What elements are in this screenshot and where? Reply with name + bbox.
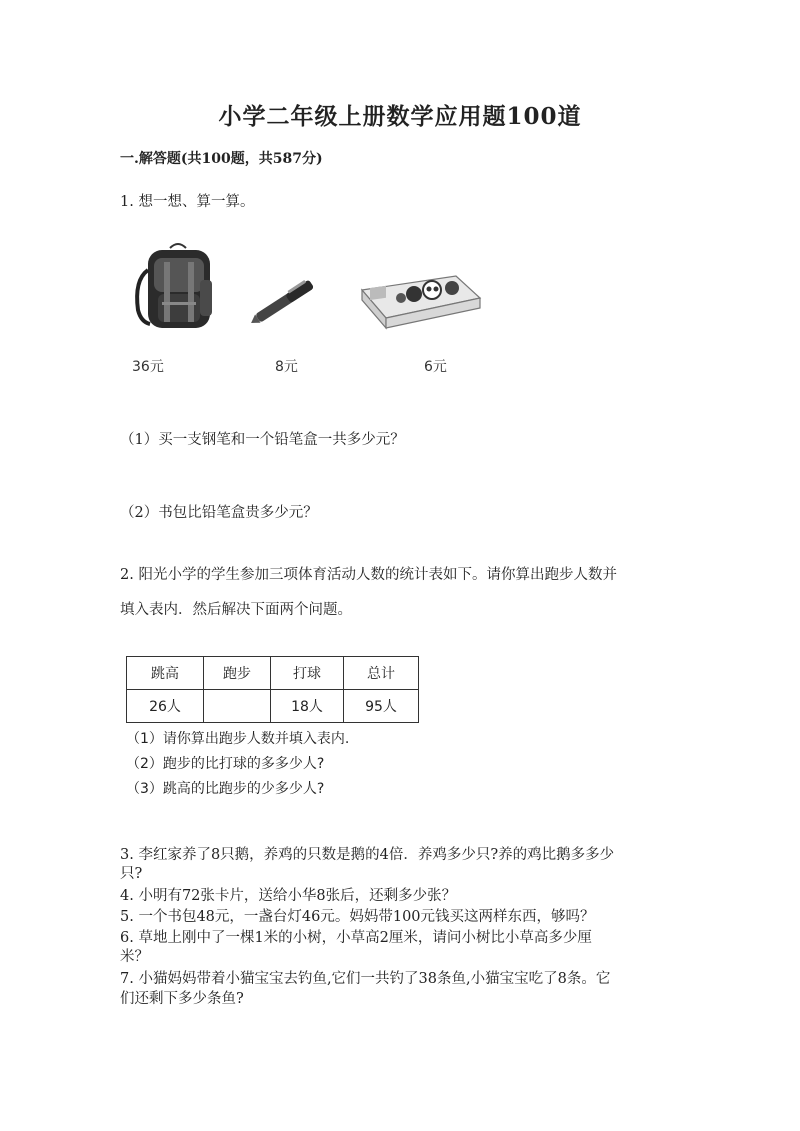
price-pen: 8元 xyxy=(275,359,298,375)
question-3-line-2: 只? xyxy=(120,866,143,882)
table-cell: 18人 xyxy=(271,690,344,723)
table-header-cell: 跑步 xyxy=(204,657,271,690)
question-2-line-1: 2. 阳光小学的学生参加三项体育活动人数的统计表如下。请你算出跑步人数并 xyxy=(120,567,617,583)
question-1-sub-2: （2）书包比铅笔盒贵多少元？ xyxy=(120,505,318,521)
table-header-row xyxy=(127,657,419,690)
question-6-line-1: 6. 草地上刚中了一棵1米的小树，小草高2厘米，请问小树比小草高多少厘 xyxy=(120,930,592,946)
question-1-sub-1: （1）买一支钢笔和一个铅笔盒一共多少元？ xyxy=(120,432,405,448)
table-row xyxy=(127,690,419,723)
table-cell-blank xyxy=(204,690,271,723)
section-heading: 一.解答题(共100题，共587分) xyxy=(120,151,323,167)
question-3-line-1: 3. 李红家养了8只鹅，养鸡的只数是鹅的4倍．养鸡多少只?养的鸡比鹅多多少 xyxy=(120,847,615,863)
price-backpack: 36元 xyxy=(132,359,164,375)
backpack-icon xyxy=(130,240,225,332)
question-2-sub-1: （1）请你算出跑步人数并填入表内. xyxy=(126,731,350,747)
table-header-cell: 打球 xyxy=(271,657,344,690)
table-header-cell: 跳高 xyxy=(127,657,204,690)
pencil-case-icon xyxy=(356,268,484,332)
question-4: 4. 小明有72张卡片，送给小华8张后，还剩多少张？ xyxy=(120,888,457,904)
question-6-line-2: 米？ xyxy=(120,949,149,965)
stats-table xyxy=(126,656,419,723)
table-cell: 26人 xyxy=(127,690,204,723)
question-2-line-2: 填入表内．然后解决下面两个问题。 xyxy=(120,602,352,618)
table-cell: 95人 xyxy=(344,690,419,723)
question-5: 5. 一个书包48元，一盏台灯46元。妈妈带100元钱买这两样东西，够吗？ xyxy=(120,909,595,925)
page-title: 小学二年级上册数学应用题100道 xyxy=(218,103,582,130)
pen-icon xyxy=(248,268,328,330)
question-7-line-2: 们还剩下多少条鱼? xyxy=(120,991,244,1007)
question-2-sub-2: （2）跑步的比打球的多多少人? xyxy=(126,756,325,772)
price-pencil-case: 6元 xyxy=(424,359,447,375)
question-1-stem: 1. 想一想、算一算。 xyxy=(120,194,255,210)
question-7-line-1: 7. 小猫妈妈带着小猫宝宝去钓鱼,它们一共钓了38条鱼,小猫宝宝吃了8条。它 xyxy=(120,971,611,987)
table-header-cell: 总计 xyxy=(344,657,419,690)
question-2-sub-3: （3）跳高的比跑步的少多少人? xyxy=(126,781,325,797)
